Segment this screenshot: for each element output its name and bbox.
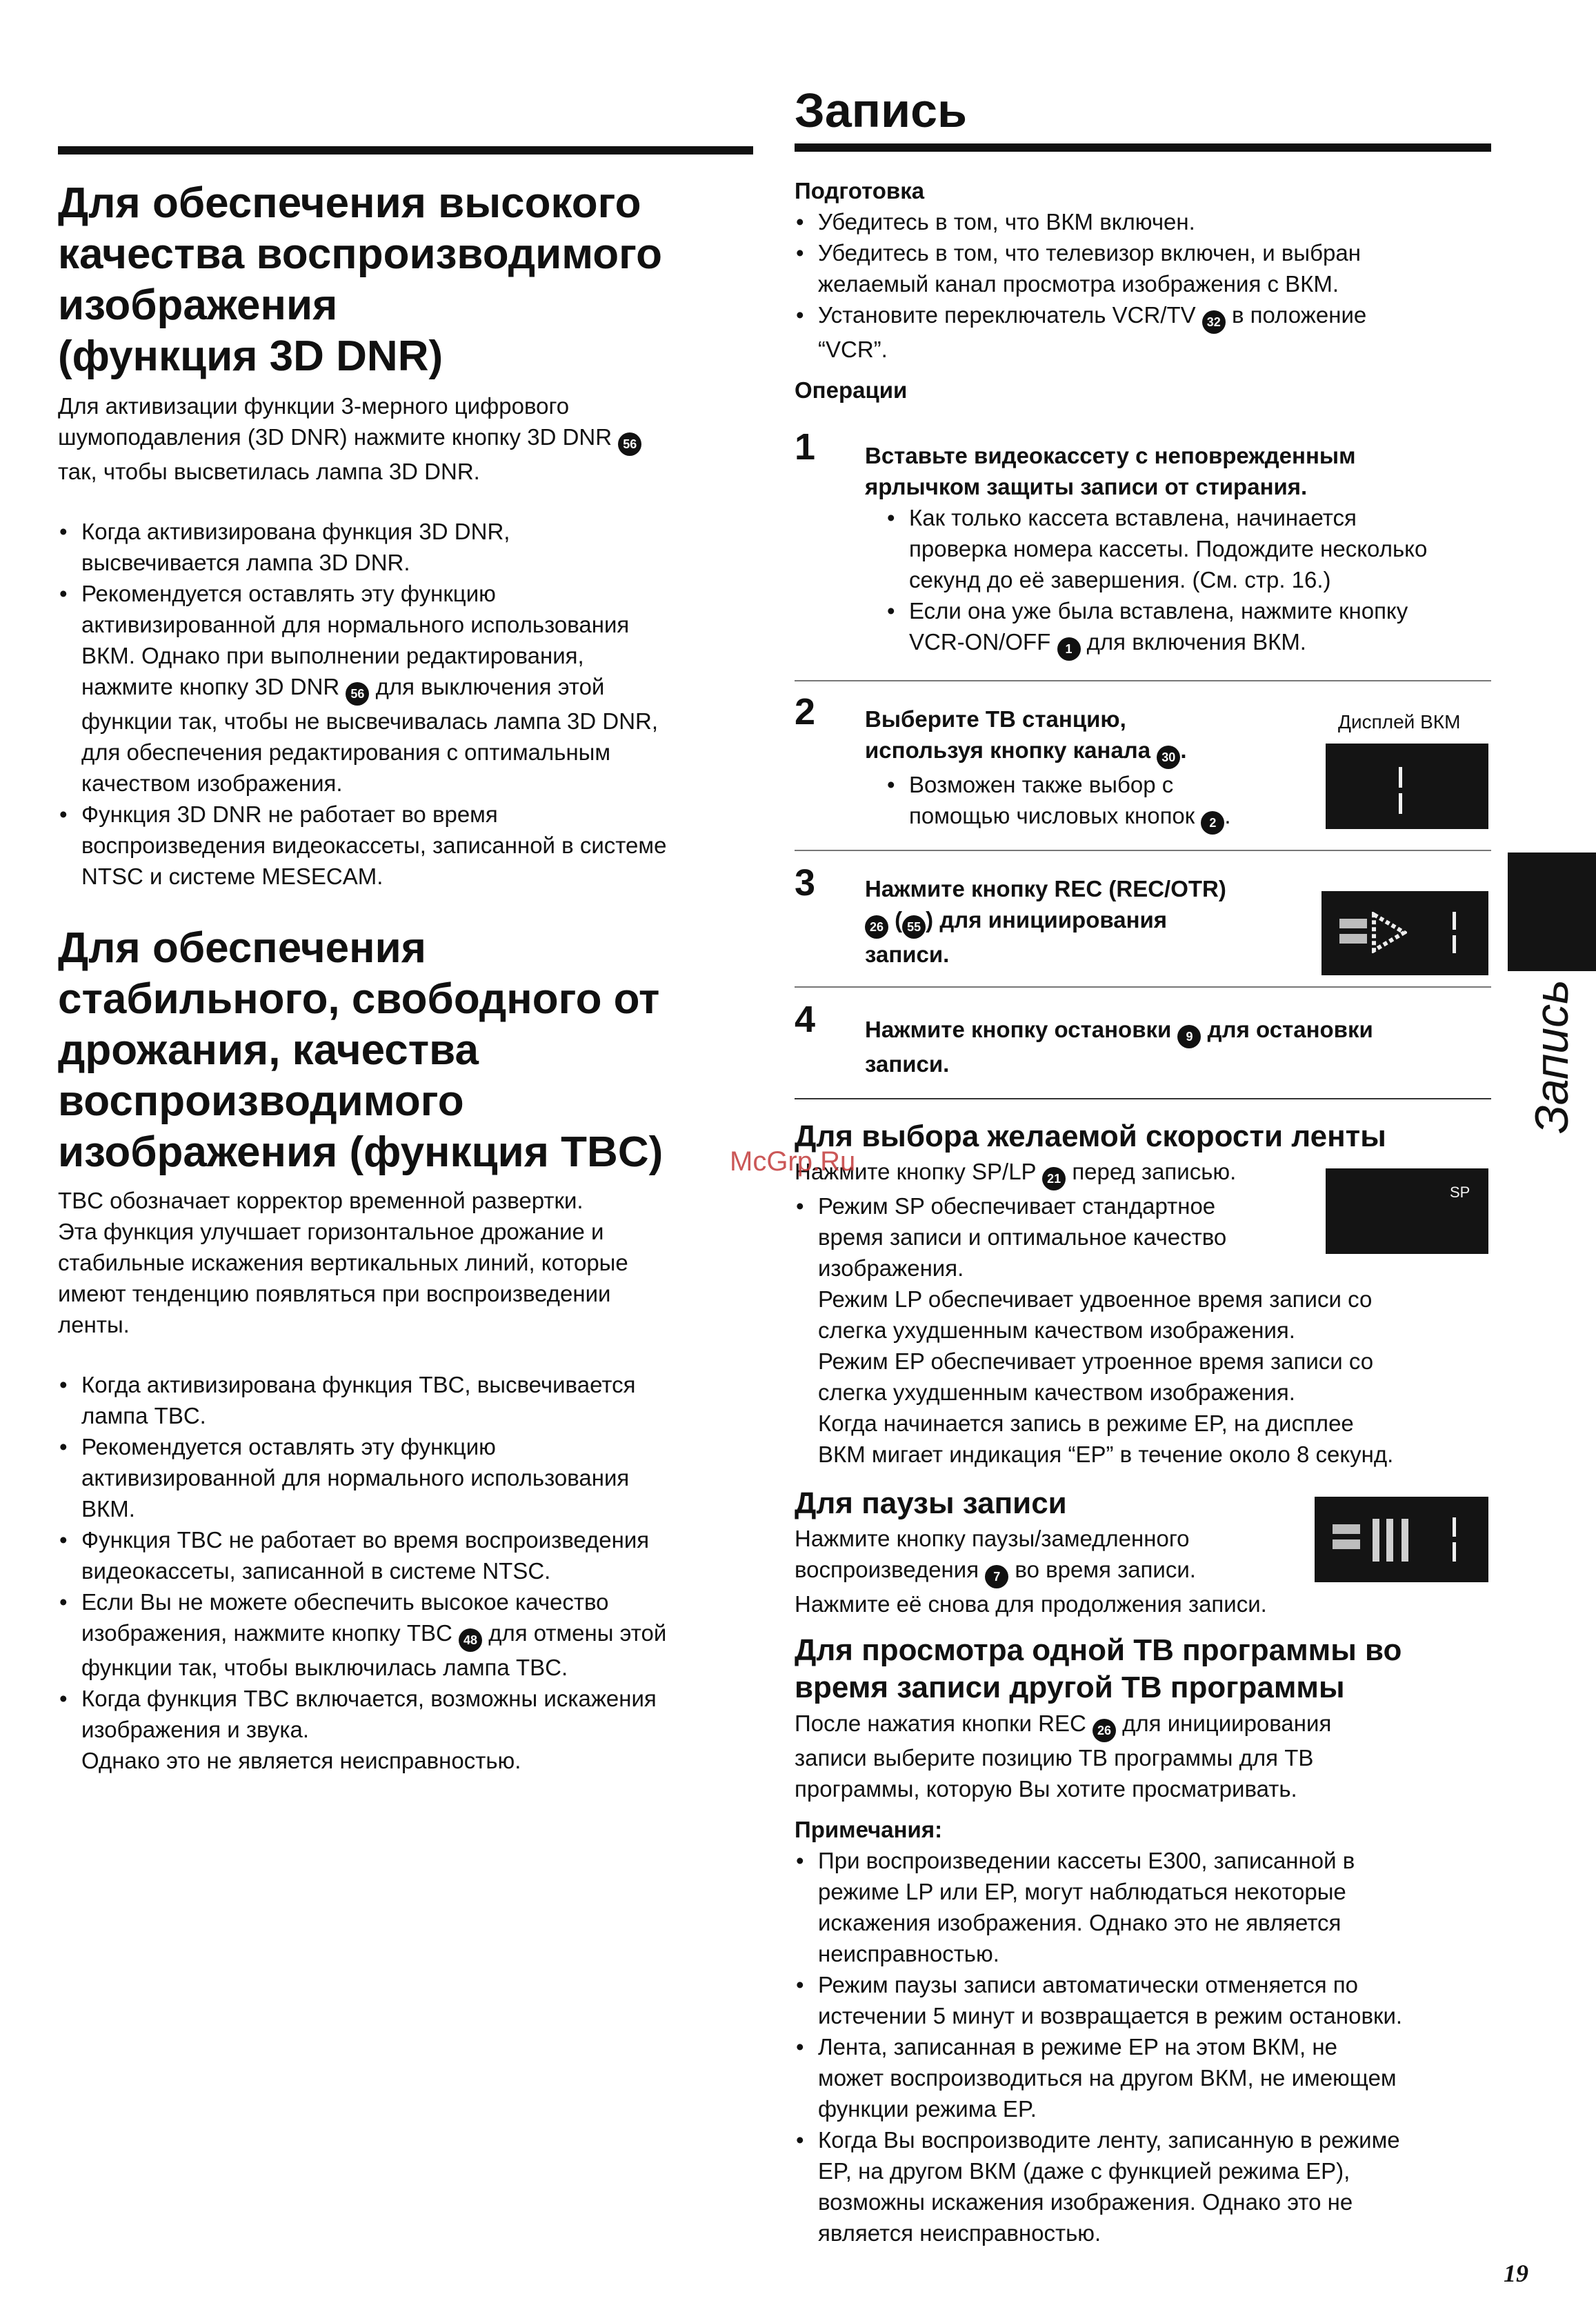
divider	[795, 850, 1491, 851]
list-item: • Когда Вы воспроизводите ленту, записанную в режиме EP, на другом ВКМ (даже с функцией режима EP), возможны искажения изображения. Однако это не является неисправностью.	[795, 2124, 1491, 2249]
step-2-number: 2	[795, 691, 816, 732]
list-item: • Возможен также выбор с помощью числовых кнопок 2 .	[886, 769, 1293, 835]
divider	[795, 1098, 1491, 1099]
list-item: • Убедитесь в том, что телевизор включен, и выбран желаемый канал просмотра изображения с ВКМ.	[795, 237, 1491, 299]
prep-heading: Подготовка	[795, 178, 925, 203]
callout-56: 56	[618, 432, 641, 456]
callout-26: 26	[865, 915, 888, 939]
tnr-section	[58, 178, 755, 892]
callout-7: 7	[985, 1565, 1008, 1588]
tnr-bullets	[58, 516, 755, 892]
list-item: • Убедитесь в том, что ВКМ включен.	[795, 206, 1491, 237]
vcr-display-sp	[1326, 1168, 1488, 1254]
callout-30: 30	[1157, 746, 1180, 769]
step-3: Нажмите кнопку REC (REC/OTR) 26 ( 55 ) для инициирования записи.	[865, 876, 1226, 967]
list-item: • Режим SP обеспечивает стандартное время записи и оптимальное качество изображения. Режим LP обеспечивает удвоенное время записи со слегка ухудшенным качеством изображения. Режим EP обеспечивает утроенное время записи со слегка ухудшенным качеством изображения. Когда начинается запись в режиме EP, на дисплее ВКМ мигает индикация “EP” в течение около 8 секунд.	[795, 1190, 1491, 1470]
tbc-title: Для обеспечения стабильного, свободного от дрожания, качества воспроизводимого изображения (функция TBC)	[58, 924, 664, 1176]
step-4-number: 4	[795, 999, 816, 1040]
list-item: • Рекомендуется оставлять эту функцию активизированной для нормального использования ВКМ. Однако при выполнении редактирования, нажмите кнопку 3D DNR 56 для выключения этой функции так, чтобы не высвечивалась лампа 3D DNR, для обеспечения редактирования с оптимальным качеством изображения.	[58, 578, 755, 799]
pause-text: Нажмите кнопку паузы/замедленного воспроизведения 7 во время записи. Нажмите её снова для продолжения записи.	[795, 1526, 1267, 1617]
vcr-display-label: Дисплей ВКМ	[1338, 711, 1461, 732]
list-item: • Функция 3D DNR не работает во время воспроизведения видеокассеты, записанной в системе NTSC и системе MESECAM.	[58, 799, 755, 892]
callout-26: 26	[1093, 1719, 1116, 1742]
callout-32: 32	[1202, 310, 1226, 334]
prep-bullets	[795, 206, 1491, 365]
list-item: • Функция TBC не работает во время воспроизведения видеокассеты, записанной в системе NTSC.	[58, 1524, 755, 1586]
sp-indicator: SP	[1450, 1184, 1470, 1201]
callout-9: 9	[1177, 1025, 1201, 1048]
notes-heading: Примечания:	[795, 1817, 943, 1842]
list-item: • Установите переключатель VCR/TV 32 в положение “VCR”.	[795, 299, 1491, 365]
callout-48: 48	[459, 1628, 482, 1652]
list-item: • Если она уже была вставлена, нажмите кнопку VCR-ON/OFF 1 для включения ВКМ.	[886, 595, 1493, 661]
step-1-number: 1	[795, 426, 816, 468]
ops-heading: Операции	[795, 377, 908, 403]
list-item: • Лента, записанная в режиме EP на этом ВКМ, не может воспроизводиться на другом ВКМ, не имеющем функции режима EP.	[795, 2031, 1491, 2124]
left-header-rule	[58, 146, 753, 154]
tnr-title: Для обеспечения высокого качества воспроизводимого изображения (функция 3D DNR)	[58, 179, 663, 380]
list-item: • Режим паузы записи автоматически отменяется по истечении 5 минут и возвращается в режим остановки.	[795, 1969, 1491, 2031]
step-4: Нажмите кнопку остановки 9 для остановки записи.	[865, 1017, 1373, 1077]
list-item: • Как только кассета вставлена, начинается проверка номера кассеты. Подождите несколько секунд до её завершения. (См. стр. 16.)	[886, 502, 1493, 595]
list-item: • Когда активизирована функция TBC, высвечивается лампа TBC.	[58, 1369, 755, 1431]
vcr-display-recording	[1321, 891, 1488, 975]
step-1: Вставьте видеокассету с неповрежденным ярлычком защиты записи от стирания. • Как только кассета вставлена, начинается проверка номера кассеты. Подождите несколько секунд до её завершения. (См. стр. 16.) • Если она уже была вставлена, нажмите кнопку VCR-ON/OFF 1 для включения ВКМ.	[865, 440, 1493, 661]
notes-section	[795, 1814, 1491, 2249]
vcr-display-pause	[1315, 1497, 1488, 1582]
speed-heading: Для выбора желаемой скорости ленты	[795, 1119, 1386, 1153]
record-arrow-icon	[1371, 912, 1407, 953]
right-header-rule	[795, 143, 1491, 152]
list-item: • При воспроизведении кассеты E300, записанной в режиме LP или EP, могут наблюдаться некоторые искажения изображения. Однако это не является неисправностью.	[795, 1845, 1491, 1969]
speed-section: Нажмите кнопку SP/LP 21 перед записью. • Режим SP обеспечивает стандартное время записи и оптимальное качество изображения. Режим LP обеспечивает удвоенное время записи со слегка ухудшенным качеством изображения. Режим EP обеспечивает утроенное время записи со слегка ухудшенным качеством изображения. Когда начинается запись в режиме EP, на дисплее ВКМ мигает индикация “EP” в течение около 8 секунд.	[795, 1156, 1491, 1470]
step-3-number: 3	[795, 862, 816, 904]
callout-56: 56	[346, 682, 369, 706]
vcr-display-channel	[1326, 744, 1488, 829]
page-title: Запись	[795, 83, 968, 137]
watch-text: После нажатия кнопки REC 26 для инициирования записи выберите позицию ТВ программы для ТВ программы, которую Вы хотите просматривать.	[795, 1711, 1332, 1802]
list-item: • Рекомендуется оставлять эту функцию активизированной для нормального использования ВКМ.	[58, 1431, 755, 1524]
watermark: McGrp.Ru	[730, 1146, 856, 1177]
pause-heading: Для паузы записи	[795, 1486, 1067, 1520]
callout-1: 1	[1057, 637, 1081, 661]
callout-2: 2	[1201, 811, 1224, 835]
callout-55: 55	[902, 915, 926, 939]
tbc-bullets	[58, 1369, 755, 1776]
tbc-intro: TBC обозначает корректор временной развертки. Эта функция улучшает горизонтальное дрожание и стабильные искажения вертикальных линий, которые имеют тенденцию появляться при воспроизведении ленты.	[58, 1188, 628, 1337]
prep-section	[795, 175, 1491, 406]
callout-21: 21	[1042, 1167, 1066, 1190]
list-item: • Когда функция TBC включается, возможны искажения изображения и звука. Однако это не является неисправностью.	[58, 1683, 755, 1776]
tnr-intro: Для активизации функции 3-мерного цифрового шумоподавления (3D DNR) нажмите кнопку 3D DNR 56 так, чтобы высветилась лампа 3D DNR.	[58, 390, 755, 487]
watch-heading: Для просмотра одной ТВ программы во время записи другой ТВ программы	[795, 1633, 1402, 1704]
side-tab-label: Запись	[1526, 979, 1578, 1134]
divider	[795, 986, 1491, 988]
list-item: • Когда активизирована функция 3D DNR, высвечивается лампа 3D DNR.	[58, 516, 755, 578]
list-item: • Если Вы не можете обеспечить высокое качество изображения, нажмите кнопку TBC 48 для отмены этой функции так, чтобы выключилась лампа TBC.	[58, 1586, 755, 1683]
tbc-section	[58, 923, 755, 1776]
page-number: 19	[1504, 2260, 1528, 2287]
step-2: Выберите ТВ станцию, используя кнопку канала 30 . • Возможен также выбор с помощью числовых кнопок 2 .	[865, 704, 1293, 835]
divider	[795, 680, 1491, 681]
